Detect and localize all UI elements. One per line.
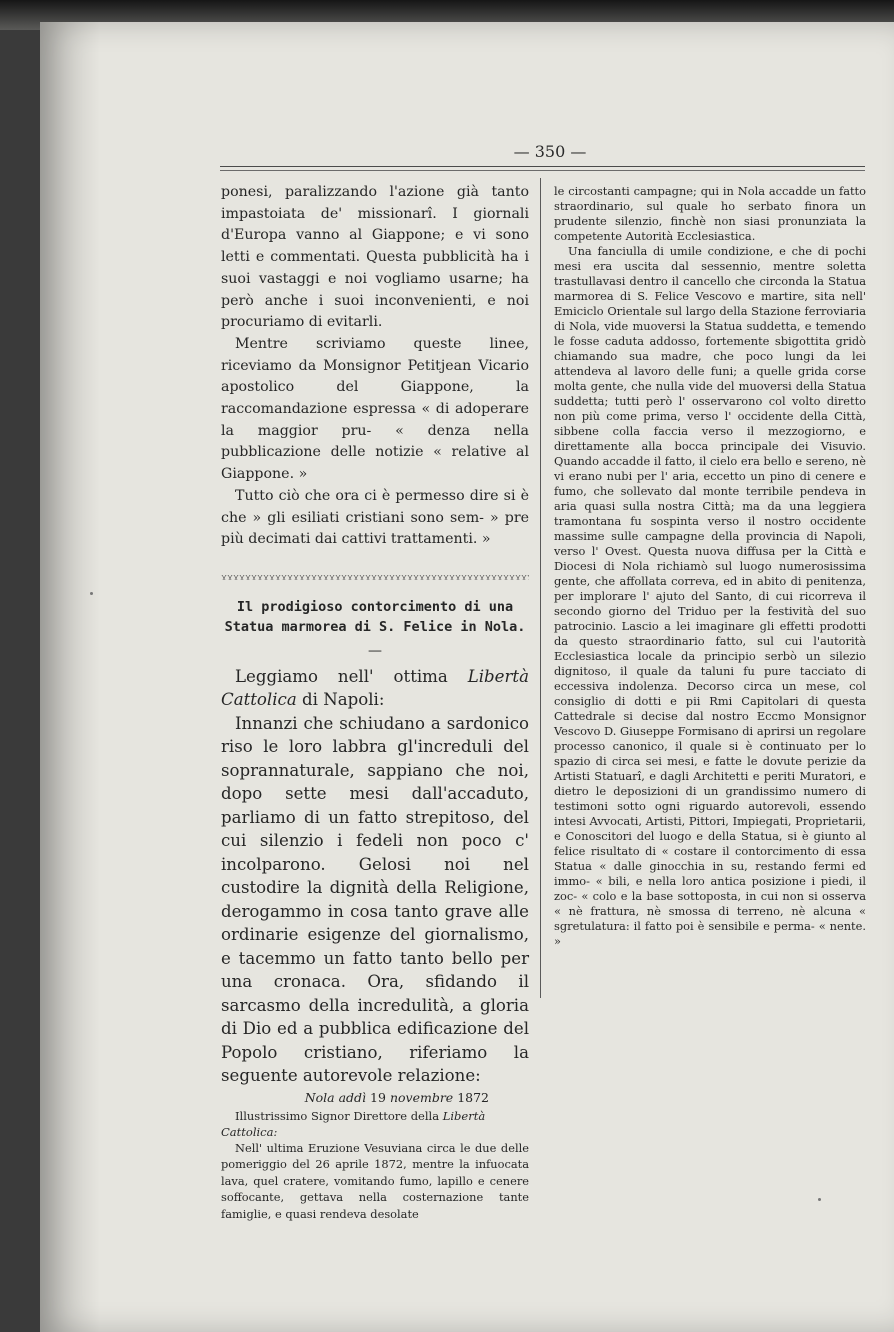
paragraph-right-1: le circostanti campagne; qui in Nola accadde un fatto straordinario, sul quale ho serbato finora un prudente silenzio, finchè non siasi pronunziata la competente Autorità Ecclesiastica. [554, 184, 866, 243]
scan-speck [90, 592, 93, 595]
article-title: Il prodigioso contorcimento di una Statua marmorea di S. Felice in Nola. [224, 598, 526, 635]
title-dash: — [368, 642, 382, 659]
page-number: — 350 — [513, 142, 587, 161]
page-gutter-shadow [40, 22, 100, 1332]
paragraph-right-2: Una fanciulla di umile condizione, e che di pochi mesi era uscita dal sessennio, mentre soletta trastullavasi dentro il cancello che circonda la Statua marmorea di S. Felice Vescovo e martire, sita nell' Emiciclo Orientale sul largo della Stazione ferroviaria di Nola, vide muoversi la Statua suddetta, e temendo le fosse caduta addosso, fortemente sbigottita gridò chiamando sua madre, che poco lungi da lei attendeva al lavoro delle funi; a quelle grida corse molta gente, che nulla vide del muoversi della Statua suddetta; tutti però l' osservarono col volto diretto non più come prima, verso l' occidente della Città, sibbene colla faccia verso il mezzogiorno, e direttamente alla bocca principale dei Visuvio. Quando accadde il fatto, il cielo era bello e sereno, nè vi erano nubi per l' aria, eccetto un pino di cenere e fumo, che sollevato dal monte terribile pendeva in aria quasi sulla nostra Città; ma da una leggiera tramontana fu sospinta verso il nostro occidente massime sulle campagne della provincia di Napoli, verso l' Ovest. Questa nuova diffusa per la Città e Diocesi di Nola richiamò sul luogo numerosissima gente, che affollata correva, ed in abito di penitenza, per implorare l' ajuto del Santo, di cui ricorreva il secondo giorno del Triduo per la festività del suo patrocinio. Lascio a lei imaginare gli effetti prodotti da questo straordinario fatto, sul cui l'autorità Ecclesiastica locale da principio serbò un silezio dignitoso, il quale da taluni fu pure tacciato di eccessiva indolenza. Decorso circa un mese, col consiglio di dotti e pii Rmi Capitolari di questa Cattedrale si decise dal nostro Eccmo Monsignor Vescovo D. Giuseppe Formisano di aprirsi un regolare processo canonico, il quale si è continuato per lo spazio di circa sei mesi, e fatte le dovute perizie da Artisti Statuarî, e dagli Architetti e periti Muratori, e dietro le deposizioni di un grandissimo numero di testimoni sotto ogni riguardo autorevoli, essendo intesi Avvocati, Artisti, Pittori, Impiegati, Proprietarii, e Conoscitori del luogo e della Statua, si è giunto al felice risultato di « costare il contorcimento di essa Statua « dalle ginocchia in su, restando fermi ed immo- « bili, e nella loro antica posizione i piedi, il zoc- « colo e la base sottoposta, in cui non si osserva « nè frattura, nè smossa di terreno, nè alcuna « sgretulatura: il fatto poi è sensibile e perma- « nente. » [554, 244, 866, 948]
letter-day: 19 [370, 1089, 386, 1105]
letter-date [221, 1088, 489, 1108]
intro-source: Libertà Cattolica [221, 666, 529, 710]
intro-line [221, 665, 529, 712]
header-rule-thin [220, 170, 865, 171]
intro-text: Leggiamo nell' ottima [235, 666, 448, 686]
left-column [221, 182, 529, 1222]
letter-place: Nola addì [304, 1089, 367, 1105]
paragraph-left-1: ponesi, paralizzando l'azione già tanto impastoiata de' missionarî. I giornali d'Europa vanno al Giappone; e vi sono letti e commentati. Questa pubblicità ha i suoi vastaggi e noi vogliamo usarne; ha però anche i suoi inconvenienti, e noi procuriamo di evitarli. [221, 184, 529, 331]
section-separator [221, 573, 529, 583]
letter-paragraph-start: Nell' ultima Eruzione Vesuviana circa le due delle pomeriggio del 26 aprile 1872, mentre la infuocata lava, quel cratere, vomitando fumo, lapillo e cenere soffocante, gettava nella costernazione tante famiglie, e quasi rendeva desolate [221, 1140, 529, 1221]
letter-salutation [221, 1108, 529, 1140]
intro-tail: di Napoli: [302, 690, 385, 710]
salutation-source: Libertà Cattolica: [221, 1108, 486, 1139]
right-column [554, 184, 866, 949]
article-body-paragraph: Innanzi che schiudano a sardonico riso le loro labbra gl'increduli del soprannaturale, sappiano che noi, dopo sette mesi dall'accaduto, parliamo di un fatto strepitoso, del cui silenzio i fedeli non poco c' incolparono. Gelosi noi nel custodire la dignità della Religione, derogammo in cosa tanto grave alle ordinarie esigenze del giornalismo, e tacemmo un fatto tanto bello per una cronaca. Ora, sfidando il sarcasmo della incredulità, a gloria di Dio ed a pubblica edificazione del Popolo cristiano, riferiamo la seguente autorevole relazione: [221, 713, 529, 1086]
paragraph-left-3: Tutto ciò che ora ci è permesso dire si è che » gli esiliati cristiani sono sem- » pre più decimati dai cattivi trattamenti. » [221, 487, 529, 548]
header-rule [220, 166, 865, 167]
column-divider [540, 178, 541, 998]
scan-speck [818, 1198, 821, 1201]
letter-month: novembre [389, 1089, 454, 1105]
letter-year: 1872 [457, 1089, 489, 1105]
paragraph-left-2: Mentre scriviamo queste linee, riceviamo da Monsignor Petitjean Vicario apostolico del Giappone, la raccomandazione espressa « di adoperare la maggior pru- « denza nella pubblicazione delle notizie « relative al Giappone. » [221, 335, 529, 483]
salutation-text: Illustrissimo Signor Direttore della [235, 1108, 440, 1123]
